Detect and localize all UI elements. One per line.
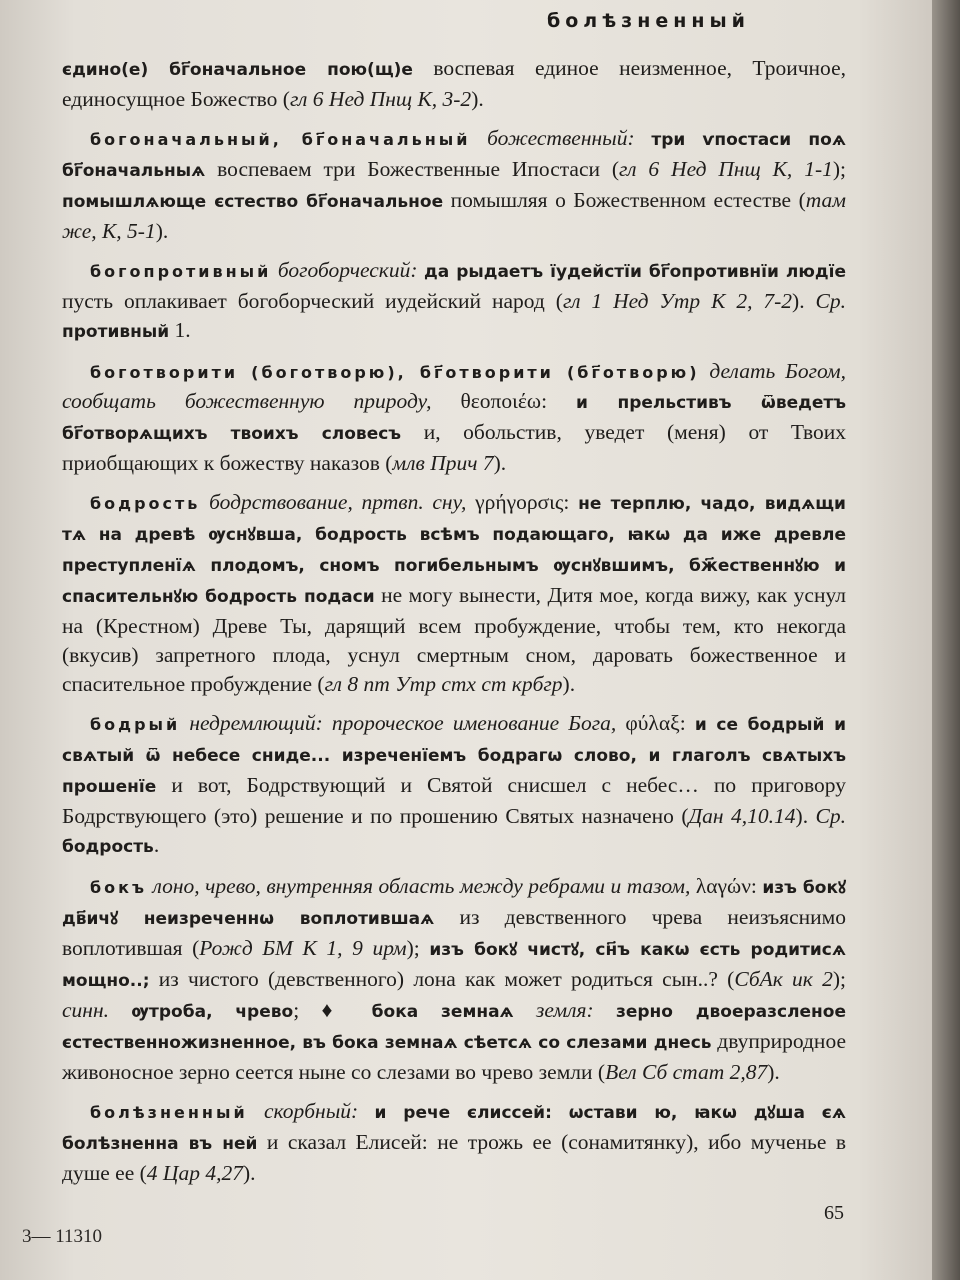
russian-text: из девственного чрева неизъяснимо воплотившая ( bbox=[62, 905, 847, 960]
italic-text: скорбный: bbox=[247, 1099, 375, 1123]
russian-text: 1. bbox=[169, 318, 191, 342]
russian-text: и вот, Бодрствующий и Святой снисшел с небес… по приговору Бодрствующего (это) решение и по прошению Святых назначено ( bbox=[62, 773, 846, 828]
russian-text: и, обольстив, уведет (меня) от Твоих приобщающих к божеству наказов ( bbox=[62, 420, 846, 475]
church-slavonic-quote: єдино(е) бг҃оначальное пою(щ)е bbox=[62, 60, 413, 80]
church-slavonic-quote: изъ бокꙋ дв҃ичꙋ неизреченнѡ воплотившаѧ bbox=[62, 878, 846, 929]
italic-text: делать Богом, сообщать божественную природу, bbox=[62, 359, 846, 413]
church-slavonic-quote: не терплю, чадо, видѧщи тѧ на древѣ ѹснꙋвша, бодрость всѣмъ подающаго, ꙗкѡ да иже древле преступленїѧ плодомъ, сномъ погибельнымъ ѹснꙋвшимъ, бж҃ественнꙋю и спасительнꙋю бодрость подаси bbox=[62, 494, 846, 607]
italic-text: синн. bbox=[62, 998, 109, 1022]
church-slavonic-quote: и прельстивъ ѿведетъ бг҃отворѧщихъ твоихъ словесъ bbox=[62, 393, 846, 444]
headword: богопротивный bbox=[90, 262, 272, 281]
italic-text: недремлющий: пророческое именование Бога, bbox=[180, 711, 626, 735]
headword: бокъ bbox=[90, 878, 148, 897]
russian-text: ). bbox=[493, 451, 507, 475]
entry-bok bbox=[62, 872, 846, 1087]
italic-text: гл 8 пт Утр стх ст крбгр bbox=[324, 672, 563, 696]
dictionary-text bbox=[62, 54, 846, 1198]
russian-text: из чистого (девственного) лона как может родиться сын..? ( bbox=[149, 967, 735, 991]
italic-text: гл 1 Нед Утр К 2, 7-2 bbox=[562, 289, 793, 313]
entry-bodrost bbox=[62, 488, 846, 699]
church-slavonic-quote: и се бодрый и свѧтый ѿ небесе сниде... изреченїемъ бодрагѡ слово, и глаголъ свѧтыхъ прошенїе bbox=[62, 715, 846, 797]
italic-text: бодрствование, пртвп. сну, bbox=[200, 490, 476, 514]
headword: богоначальный, бг҃оначальный bbox=[90, 130, 471, 149]
church-slavonic-quote: зерно двоеразсленое єстественножизненное, въ бока земнаѧ сѣетсѧ со слезами днесь bbox=[62, 1002, 846, 1053]
entry-boleznenny bbox=[62, 1097, 846, 1188]
russian-text: γρήγορσις: bbox=[475, 490, 579, 514]
headword: боготворити (боготворю), бг҃отворити (бг҃отворю) bbox=[90, 363, 700, 382]
running-head: болѣзненный bbox=[546, 10, 750, 32]
russian-text: воспевая единое неизменное, Троичное, единосущное Божество ( bbox=[62, 56, 846, 111]
church-slavonic-quote: да рыдаетъ їудейстїи бг҃опротивнїи людїе bbox=[423, 262, 846, 282]
russian-text: ); bbox=[832, 157, 846, 181]
italic-text: лоно, чрево, внутренняя область между ребрами и тазом, bbox=[147, 874, 696, 898]
russian-text: не могу вынести, Дитя мое, когда вижу, как уснул на (Крестном) Древе Ты, дарящий всем пробуждение, чтобы тем, кто некогда (вкусив) запретного плода, уснул смертным сном, даровать божественное и спасительное пробуждение ( bbox=[62, 583, 846, 696]
church-slavonic-quote: помышлѧющe єстество бг҃оначальное bbox=[62, 192, 444, 212]
russian-text: ). bbox=[471, 87, 484, 111]
russian-text: φύλαξ: bbox=[625, 711, 695, 735]
italic-text: Рожд БМ К 1, 9 ирм bbox=[199, 936, 407, 960]
russian-text: помышляя о Божественном естестве ( bbox=[443, 188, 806, 212]
russian-text: ); bbox=[832, 967, 846, 991]
russian-text: ). bbox=[795, 804, 816, 828]
italic-text: Ср. bbox=[815, 804, 846, 828]
italic-text: земля: bbox=[513, 998, 616, 1022]
russian-text: ); bbox=[406, 936, 430, 960]
page-number: 65 bbox=[824, 1202, 844, 1224]
italic-text: божественный: bbox=[470, 126, 652, 150]
russian-text bbox=[109, 998, 131, 1022]
entry-bogotvoriti bbox=[62, 357, 846, 478]
russian-text: λαγών: bbox=[695, 874, 763, 898]
russian-text: ). bbox=[155, 219, 169, 243]
italic-text: там же, К, 5-1 bbox=[62, 188, 846, 243]
russian-text: ). bbox=[767, 1060, 780, 1084]
church-slavonic-quote: противный bbox=[62, 322, 170, 342]
russian-text: ). bbox=[242, 1161, 256, 1185]
italic-text: Вел Сб стат 2,87 bbox=[605, 1060, 768, 1084]
italic-text: СбАк ик 2 bbox=[734, 967, 833, 991]
italic-text: Дан 4,10.14 bbox=[688, 804, 796, 828]
headword: болѣзненный bbox=[90, 1103, 248, 1122]
italic-text: Ср. bbox=[815, 289, 846, 313]
church-slavonic-quote: изъ бокꙋ чистꙋ, сн҃ъ какѡ єсть родитисѧ мощно..; bbox=[62, 940, 847, 991]
italic-text: млв Прич 7 bbox=[392, 451, 494, 475]
entry-bogonachalny-continuation bbox=[62, 54, 846, 114]
italic-text: богоборческий: bbox=[271, 258, 424, 282]
italic-text: гл 6 Нед Пнщ К, 3-2 bbox=[289, 87, 472, 111]
russian-text: ; ♦ bbox=[293, 998, 372, 1022]
russian-text: пусть оплакивает богоборческий иудейский народ ( bbox=[62, 289, 563, 313]
italic-text: 4 Цар 4,27 bbox=[146, 1161, 243, 1185]
russian-text: θεοποιέω: bbox=[460, 389, 577, 413]
entry-bogoprotivny bbox=[62, 256, 846, 347]
russian-text: . bbox=[153, 833, 160, 857]
church-slavonic-quote: бодрость bbox=[62, 837, 154, 857]
headword: бодрость bbox=[90, 494, 201, 513]
church-slavonic-quote: три ѵпостаси поѧ бг҃оначальныѧ bbox=[62, 130, 847, 181]
italic-text: гл 6 Нед Пнщ К, 1-1 bbox=[619, 157, 833, 181]
printer-signature-mark: 3— 11310 bbox=[22, 1226, 103, 1247]
church-slavonic-quote: бока земнаѧ bbox=[371, 1002, 514, 1022]
church-slavonic-quote: ѹтроба, чрево bbox=[131, 1002, 294, 1022]
russian-text: двуприродное живоносное зерно сеется ныне со слезами во чрево земли ( bbox=[62, 1029, 846, 1084]
russian-text: ). bbox=[562, 672, 576, 696]
russian-text: и сказал Елисей: не трожь ее (сонамитянку), ибо мученье в душе ее ( bbox=[62, 1130, 846, 1185]
entry-bodry bbox=[62, 709, 846, 862]
russian-text: воспеваем три Божественные Ипостаси ( bbox=[205, 157, 620, 181]
headword: бодрый bbox=[90, 715, 181, 734]
russian-text: ). bbox=[792, 289, 816, 313]
page-stack-edge bbox=[932, 0, 960, 1280]
church-slavonic-quote: и рече єлиссей: ѡстави ю, ꙗкѡ дꙋша єѧ болѣзненна въ ней bbox=[62, 1103, 847, 1154]
entry-bogonachalny bbox=[62, 124, 846, 246]
